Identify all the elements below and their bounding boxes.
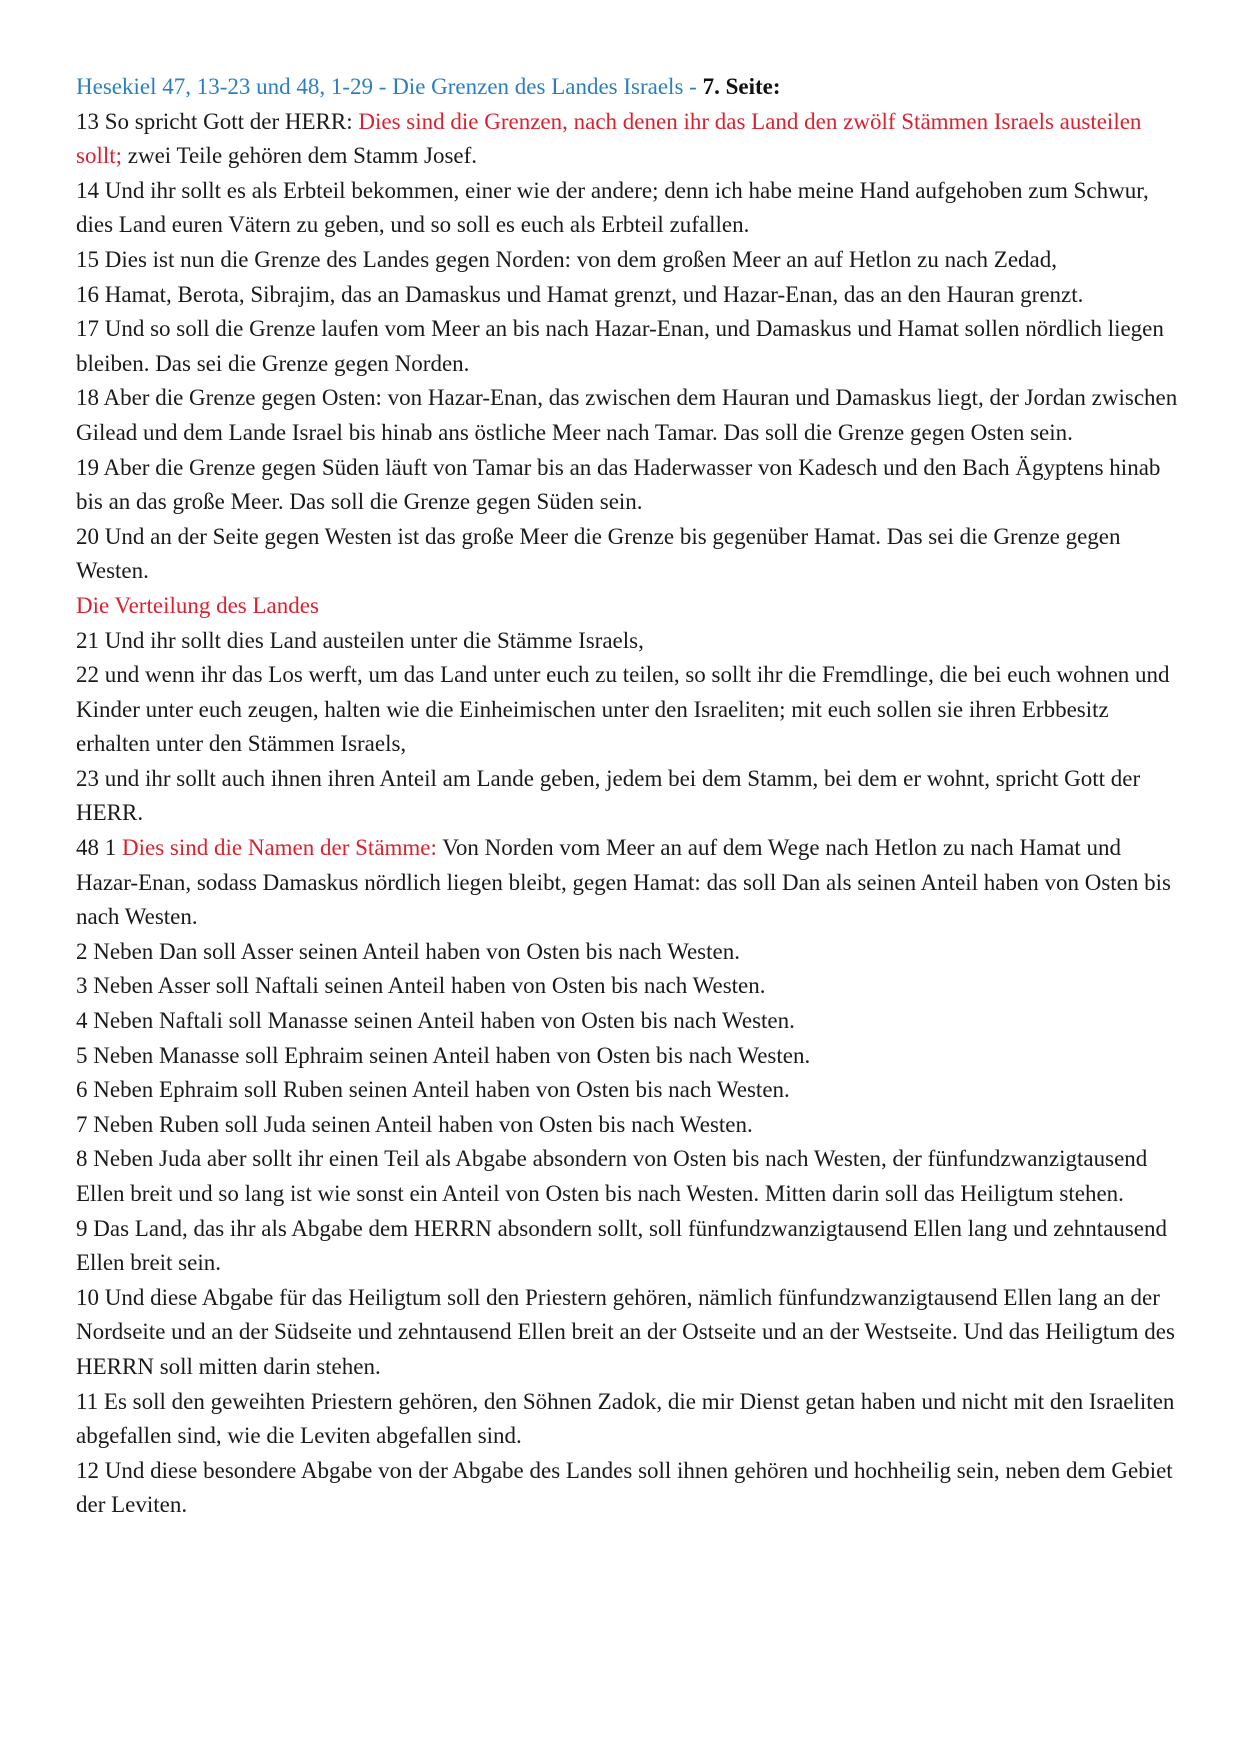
chapter-48-verse-2: 2 Neben Dan soll Asser seinen Anteil haben von Osten bis nach Westen. — [76, 938, 740, 964]
verse-22: 22 und wenn ihr das Los werft, um das Land unter euch zu teilen, so sollt ihr die Fremdlinge, die bei euch wohnen und Kinder unter euch zeugen, halten wie die Einheimischen unter den Israeliten; mit euch sollen sie ihren Erbbesitz erhalten unter den Stämmen Israels, — [76, 662, 1170, 757]
verse-17: 17 Und so soll die Grenze laufen vom Meer an bis nach Hazar-Enan, und Damaskus und Hamat sollen nördlich liegen bleiben. Das sei die Grenze gegen Norden. — [76, 316, 1164, 376]
chapter-48-verse-9: 9 Das Land, das ihr als Abgabe dem HERRN absondern sollt, soll fünfundzwanzigtausend Ellen lang und zehntausend Ellen breit sein. — [76, 1215, 1167, 1276]
chapter-48-verse-1 — [76, 831, 1180, 935]
chapter-48-verse-1-suffix: Von Norden vom Meer an auf dem Wege nach Hetlon zu nach Hamat und Hazar-Enan, sodass Damaskus nördlich liegen bleibt, gegen Hamat: das soll Dan als seinen Anteil haben von Osten bis nach Westen. — [76, 835, 1171, 930]
page-header — [76, 70, 1180, 105]
chapter-48-verse-6: 6 Neben Ephraim soll Ruben seinen Anteil haben von Osten bis nach Westen. — [76, 1077, 790, 1103]
chapter-48-verse-7: 7 Neben Ruben soll Juda seinen Anteil haben von Osten bis nach Westen. — [76, 1111, 753, 1137]
verse-18: 18 Aber die Grenze gegen Osten: von Hazar-Enan, das zwischen dem Hauran und Damaskus liegt, der Jordan zwischen Gilead und dem Lande Israel bis hinab ans östliche Meer nach Tamar. Das soll die Grenze gegen Osten sein. — [76, 385, 1178, 445]
verse-23: 23 und ihr sollt auch ihnen ihren Anteil am Lande geben, jedem bei dem Stamm, bei dem er wohnt, spricht Gott der HERR. — [76, 765, 1141, 826]
verse-19: 19 Aber die Grenze gegen Süden läuft von Tamar bis an das Haderwasser von Kadesch und den Bach Ägyptens hinab bis an das große Meer. Das soll die Grenze gegen Süden sein. — [76, 454, 1161, 515]
verse-21: 21 Und ihr sollt dies Land austeilen unter die Stämme Israels, — [76, 627, 644, 653]
chapter-48-verse-3: 3 Neben Asser soll Naftali seinen Anteil haben von Osten bis nach Westen. — [76, 973, 766, 999]
chapter-48-verse-5: 5 Neben Manasse soll Ephraim seinen Anteil haben von Osten bis nach Westen. — [76, 1042, 811, 1068]
section-heading: Die Verteilung des Landes — [76, 592, 319, 618]
page-number-label: 7. Seite: — [702, 74, 781, 99]
chapter-48-verse-11: 11 Es soll den geweihten Priestern gehören, den Söhnen Zadok, die mir Dienst getan haben und nicht mit den Israeliten abgefallen sind, wie die Leviten abgefallen sind. — [76, 1388, 1175, 1449]
document-title: Hesekiel 47, 13-23 und 48, 1-29 - Die Grenzen des Landes Israels - — [76, 74, 697, 99]
chapter-48-verse-4: 4 Neben Naftali soll Manasse seinen Anteil haben von Osten bis nach Westen. — [76, 1008, 795, 1034]
verse-14: 14 Und ihr sollt es als Erbteil bekommen, einer wie der andere; denn ich habe meine Hand aufgehoben zum Schwur, dies Land euren Vätern zu geben, und so soll es euch als Erbteil zufallen. — [76, 177, 1149, 238]
verse-20: 20 Und an der Seite gegen Westen ist das große Meer die Grenze bis gegenüber Hamat. Das sei die Grenze gegen Westen. — [76, 523, 1121, 584]
verse-13 — [76, 105, 1180, 174]
chapter-48-verse-12: 12 Und diese besondere Abgabe von der Abgabe des Landes soll ihnen gehören und hochheilig sein, neben dem Gebiet der Leviten. — [76, 1457, 1173, 1518]
chapter-48-verse-8: 8 Neben Juda aber sollt ihr einen Teil als Abgabe absondern von Osten bis nach Westen, der fünfundzwanzigtausend Ellen breit und so lang ist wie sonst ein Anteil von Osten bis nach Westen. Mitten darin soll das Heiligtum stehen. — [76, 1146, 1148, 1206]
verse-16: 16 Hamat, Berota, Sibrajim, das an Damaskus und Hamat grenzt, und Hazar-Enan, das an den Hauran grenzt. — [76, 281, 1084, 307]
chapter-48-verse-1-highlight: Dies sind die Namen der Stämme: — [122, 835, 437, 861]
verse-13-suffix: zwei Teile gehören dem Stamm Josef. — [122, 143, 478, 169]
chapter-48-verse-1-prefix: 48 1 — [76, 835, 122, 861]
verse-13-highlight: Dies sind die Grenzen, nach denen ihr das Land den zwölf Stämmen Israels austeilen sollt; — [76, 108, 1142, 169]
verse-15: 15 Dies ist nun die Grenze des Landes gegen Norden: von dem großen Meer an auf Hetlon zu nach Zedad, — [76, 246, 1058, 272]
verse-13-prefix: 13 So spricht Gott der HERR: — [76, 108, 359, 134]
chapter-48-verse-10: 10 Und diese Abgabe für das Heiligtum soll den Priestern gehören, nämlich fünfundzwanzigtausend Ellen lang an der Nordseite und an der Südseite und zehntausend Ellen breit an der Ostseite und an der Westseite. Und das Heiligtum des HERRN soll mitten darin stehen. — [76, 1284, 1175, 1379]
